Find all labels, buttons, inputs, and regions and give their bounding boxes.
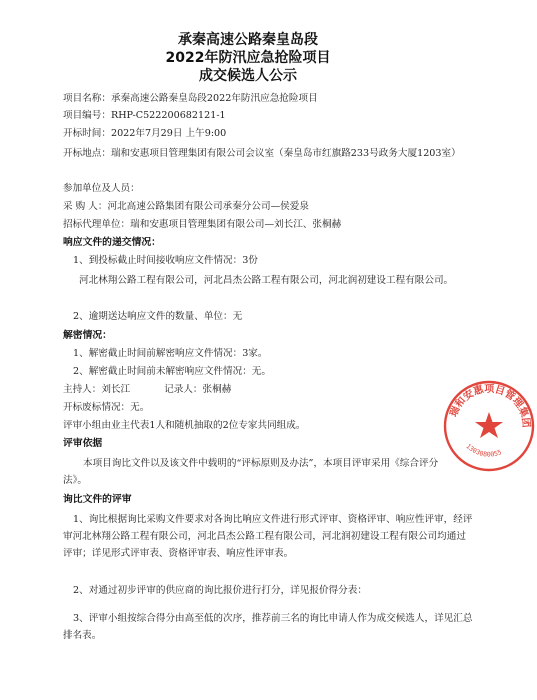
company-seal: [441, 378, 537, 474]
project-number: 项目编号：RHP-C522200682121-1: [63, 110, 226, 121]
review-item-1: 1、询比根据询比采购文件要求对各询比响应文件进行形式评审、资格评审、响应性评审，经评审河北林翔公路工程有限公司，河北昌杰公路工程有限公司，河北润初建设工程有限公司均通过评审；详见形式评审表、资格评审表、响应性评审表。: [63, 514, 473, 559]
review-item-3: 3、评审小组按综合得分由高至低的次序，推荐前三名的询比申请人作为成交候选人，详见汇总排名表。: [63, 613, 473, 641]
title-line-3: 成交候选人公示: [199, 68, 297, 84]
submission-item-2: 2、逾期送达响应文件的数量、单位：无: [73, 311, 243, 322]
recorder: 记录人：张桐赫: [164, 384, 232, 395]
opening-location: 开标地点：瑞和安惠项目管理集团有限公司会议室（秦皇岛市红旗路233号政务大厦1203室）: [63, 148, 461, 159]
invalid-bids: 开标废标情况：无。: [63, 402, 150, 413]
submission-item-1: 1、到投标截止时间接收响应文件情况：3份: [73, 255, 258, 266]
seal-graphic: [441, 378, 537, 474]
heading-review: 询比文件的评审: [63, 494, 132, 505]
participants-label: 参加单位及人员：: [63, 183, 140, 194]
decryption-item-2: 2、解密截止时间前未解密响应文件情况：无。: [73, 366, 271, 377]
panel-composition: 评审小组由业主代表1人和随机抽取的2位专家共同组成。: [63, 420, 306, 431]
svg-text:1303080055: [464, 442, 502, 458]
heading-decryption: 解密情况：: [63, 330, 112, 341]
agency: 招标代理单位：瑞和安惠项目管理集团有限公司—刘长江、张桐赫: [63, 219, 342, 230]
seal-text: 瑞和安惠项目管理集团: [448, 383, 532, 429]
project-name: 项目名称：承秦高速公路秦皇岛段2022年防汛应急抢险项目: [63, 93, 318, 104]
bidder-list: 河北林翔公路工程有限公司，河北昌杰公路工程有限公司，河北润初建设工程有限公司。: [79, 275, 454, 286]
decryption-item-1: 1、解密截止时间前解密响应文件情况：3家。: [73, 348, 268, 359]
heading-submission: 响应文件的递交情况：: [63, 237, 161, 248]
basis-text: 本项目询比文件以及该文件中载明的“评标原则及办法”，本项目评审采用《综合评分法》。: [63, 458, 439, 486]
title-line-2: 2022年防汛应急抢险项目: [165, 50, 331, 66]
title-line-1: 承秦高速公路秦皇岛段: [178, 32, 318, 48]
heading-basis: 评审依据: [63, 438, 103, 449]
host: 主持人：刘长江: [63, 384, 131, 395]
review-item-2: 2、对通过初步评审的供应商的询比报价进行打分，详见报价得分表：: [73, 585, 367, 596]
opening-time: 开标时间：2022年7月29日 上午9:00: [63, 128, 227, 139]
seal-number: 1303080055: [464, 442, 503, 459]
purchaser: 采 购 人：河北高速公路集团有限公司承秦分公司—侯爱泉: [63, 201, 309, 212]
host-recorder: [63, 383, 483, 396]
